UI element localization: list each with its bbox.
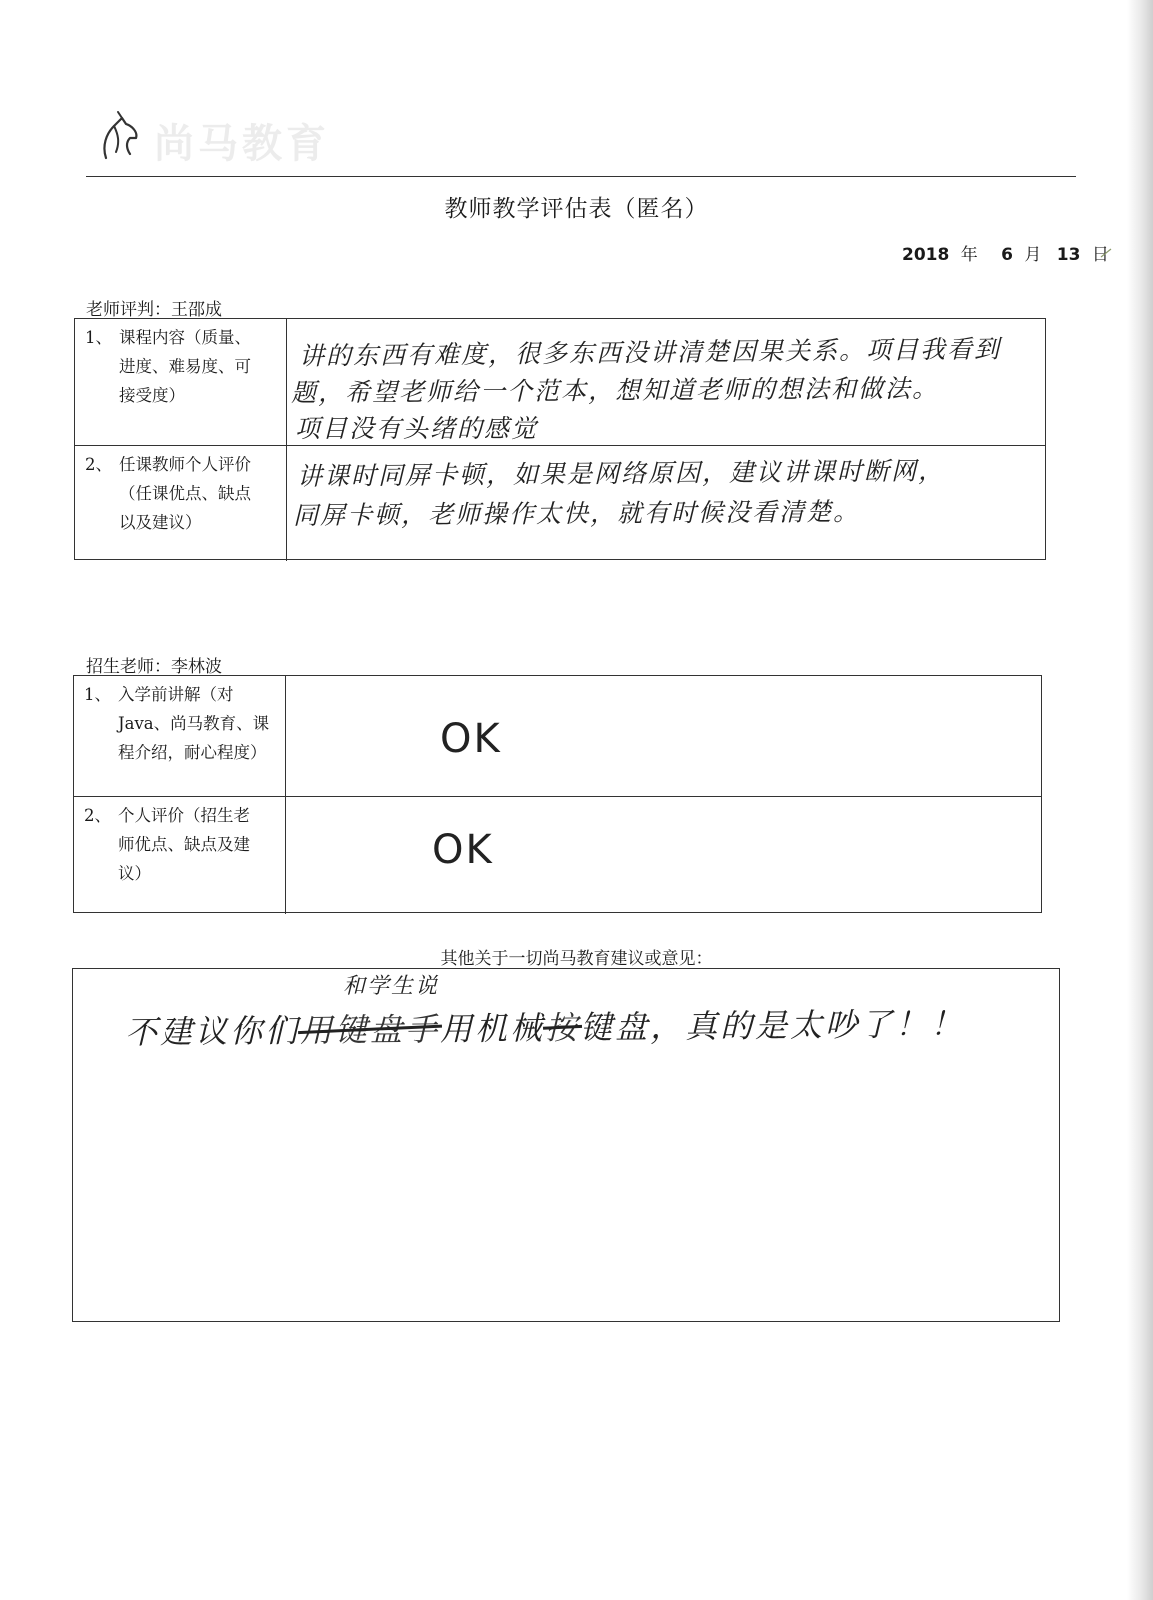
horse-head-icon xyxy=(92,108,152,168)
teacher-eval-row-1 xyxy=(75,319,1045,445)
question-line xyxy=(85,450,278,479)
date-year: 2018 xyxy=(902,245,950,265)
question-line: 议） xyxy=(118,864,151,883)
suggestion-suffix: 键盘，真的是太吵了！！ xyxy=(579,1004,966,1047)
teacher-section-label: 老师评判：王邵成 xyxy=(86,300,222,320)
header-divider xyxy=(86,176,1076,177)
scan-edge xyxy=(1127,0,1153,1600)
question-line xyxy=(84,680,277,709)
date-day-unit: 日 xyxy=(1091,245,1109,265)
date-year-unit: 年 xyxy=(960,245,978,265)
question-line: （任课优点、缺点 xyxy=(119,484,251,503)
question-number: 1、 xyxy=(84,685,111,704)
answer-cell xyxy=(286,676,1041,796)
handwritten-answer-line: 题，希望老师给一个范本，想知道老师的想法和做法。 xyxy=(290,373,940,408)
question-line: 接受度） xyxy=(119,386,185,405)
date-day: 13 xyxy=(1056,245,1081,265)
logo-text: 尚马教育 xyxy=(154,121,330,167)
question-cell xyxy=(74,676,286,796)
suggestion-prefix: 不建议你们 xyxy=(124,1011,301,1052)
question-line: Java、尚马教育、课 xyxy=(118,714,270,733)
brand-logo xyxy=(92,108,372,168)
other-suggestions-title: 其他关于一切尚马教育建议或意见： xyxy=(440,949,713,969)
answer-cell xyxy=(286,797,1041,914)
admission-eval-row-2 xyxy=(74,796,1041,914)
admission-eval-table xyxy=(73,675,1042,913)
struck-text: 用键盘手 xyxy=(300,1004,440,1051)
handwritten-answer-line: 同屏卡顿，老师操作太快，就有时候没看清楚。 xyxy=(292,497,861,530)
question-line: 师优点、缺点及建 xyxy=(118,835,250,854)
question-line: 进度、难易度、可 xyxy=(119,357,251,376)
struck-text: 按 xyxy=(545,1003,580,1049)
teacher-eval-row-2 xyxy=(75,445,1045,561)
date-month-unit: 月 xyxy=(1024,245,1042,265)
question-line: 以及建议） xyxy=(119,513,202,532)
question-cell xyxy=(75,319,287,445)
question-text: 任课教师个人评价 xyxy=(119,455,251,474)
question-number: 1、 xyxy=(85,328,112,347)
admission-eval-row-1 xyxy=(74,676,1041,796)
handwritten-ok: OK xyxy=(440,716,502,762)
handwritten-insertion: 和学生说 xyxy=(343,974,440,999)
handwritten-ok: OK xyxy=(432,827,494,873)
handwritten-suggestion xyxy=(125,999,966,1054)
handwritten-answer-line: 讲课时同屏卡顿，如果是网络原因，建议讲课时断网， xyxy=(296,456,946,491)
other-suggestions-box xyxy=(72,968,1060,1322)
suggestion-middle: 用机械 xyxy=(439,1009,546,1049)
handwritten-answer-line: 讲的东西有难度，很多东西没讲清楚因果关系。项目我看到 xyxy=(298,334,1002,371)
answer-cell xyxy=(287,446,1045,561)
form-title: 教师教学评估表（匿名） xyxy=(444,196,709,222)
question-text: 入学前讲解（对 xyxy=(118,685,234,704)
question-cell xyxy=(74,797,286,914)
form-date xyxy=(902,240,1109,265)
pen-tick-mark xyxy=(1100,248,1112,258)
question-cell xyxy=(75,446,287,561)
question-line xyxy=(85,323,278,352)
question-line xyxy=(84,801,277,830)
teacher-eval-table xyxy=(74,318,1046,560)
question-line: 程介绍，耐心程度） xyxy=(118,743,267,762)
question-text: 课程内容（质量、 xyxy=(119,328,251,347)
question-number: 2、 xyxy=(85,455,112,474)
question-text: 个人评价（招生老 xyxy=(118,806,250,825)
handwritten-answer-line: 项目没有头绪的感觉 xyxy=(295,414,539,443)
question-number: 2、 xyxy=(84,806,111,825)
admission-section-label: 招生老师：李林波 xyxy=(86,657,222,677)
date-month: 6 xyxy=(1001,245,1013,265)
answer-cell xyxy=(287,319,1045,445)
